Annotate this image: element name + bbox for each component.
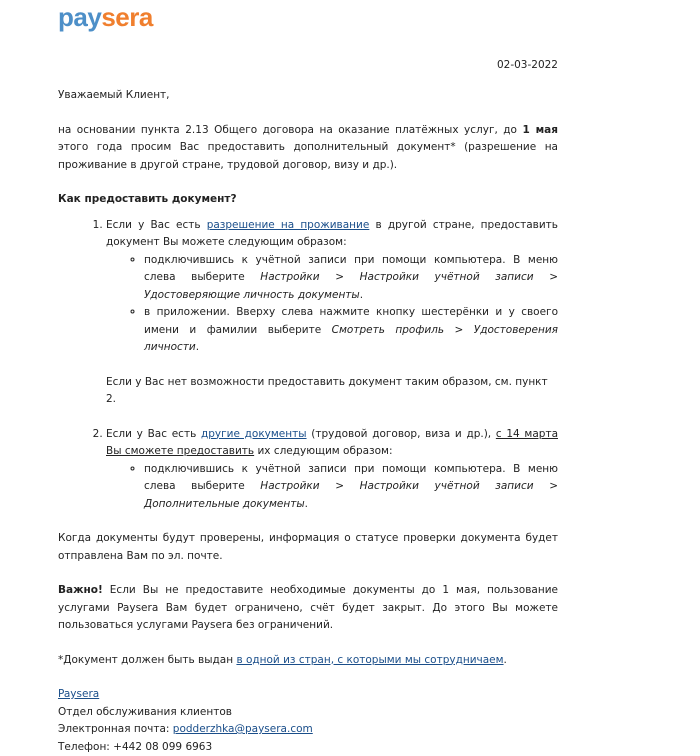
signature-company bbox=[58, 686, 558, 704]
instructions-list bbox=[58, 217, 558, 357]
greeting: Уважаемый Клиент, bbox=[58, 87, 558, 105]
list-item-2: 2. Если у Вас есть другие документы (трудовой договор, виза и др.), с 14 марта Вы сможете предоставить их следующим образом: ◦ подключившись к учётной записи при помощи компьютера. В меню слева выберите Настройки > Настройки учётной записи > Дополнительные документы. bbox=[106, 426, 558, 514]
item1-note: Если у Вас нет возможности предоставить документ таким образом, см. пункт 2. bbox=[106, 374, 558, 409]
list-item-1: 1. Если у Вас есть разрешение на проживание в другой стране, предоставить документ Вы можете следующим образом: ◦ подключившись к учётной записи при помощи компьютера. В меню слева выберите Настройки > Настройки учётной записи > Удостоверяющие личность документы. ◦ в приложении. Вверху слева нажмите кнопку шестерёнки и у своего имени и фамилии выберите Смотреть профиль > Удостоверения личности. bbox=[106, 217, 558, 357]
instructions-list-2 bbox=[58, 426, 558, 514]
other-documents-link[interactable]: другие документы bbox=[201, 428, 307, 440]
paysera-logo: paysera bbox=[58, 2, 153, 32]
letter-date: 02-03-2022 bbox=[497, 57, 558, 75]
signature-phone: Телефон: +442 08 099 6963 bbox=[58, 739, 558, 756]
important-paragraph: Важно! Если Вы не предоставите необходимые документы до 1 мая, пользование услугами Paysera Вам будет ограничено, счёт будет закрыт. До этого Вы можете пользоваться услугами Paysera без ограничений. bbox=[58, 582, 558, 635]
letter-body bbox=[58, 87, 558, 756]
how-title: Как предоставить документ? bbox=[58, 191, 558, 209]
footnote: *Документ должен быть выдан в одной из стран, с которыми мы сотрудничаем. bbox=[58, 652, 558, 670]
sublist-1 bbox=[106, 252, 558, 357]
intro-paragraph: на основании пункта 2.13 Общего договора на оказание платёжных услуг, до 1 мая этого года просим Вас предоставить дополнительный документ* (разрешение на проживание в другой стране, трудовой договор, визу и др.). bbox=[58, 122, 558, 175]
list-item: ◦ в приложении. Вверху слева нажмите кнопку шестерёнки и у своего имени и фамилии выберите Смотреть профиль > Удостоверения личности. bbox=[144, 304, 558, 357]
list-item: ◦ подключившись к учётной записи при помощи компьютера. В меню слева выберите Настройки > Настройки учётной записи > Удостоверяющие личность документы. bbox=[144, 252, 558, 305]
paysera-link[interactable]: Paysera bbox=[58, 688, 99, 700]
signature-email: Электронная почта: podderzhka@paysera.com bbox=[58, 721, 558, 739]
partner-countries-link[interactable]: в одной из стран, с которыми мы сотрудничаем bbox=[236, 654, 503, 666]
sublist-2 bbox=[106, 461, 558, 514]
residence-permit-link[interactable]: разрешение на проживание bbox=[207, 219, 370, 231]
list-item: ◦ подключившись к учётной записи при помощи компьютера. В меню слева выберите Настройки > Настройки учётной записи > Дополнительные документы. bbox=[144, 461, 558, 514]
email-link[interactable]: podderzhka@paysera.com bbox=[173, 723, 313, 735]
checked-paragraph: Когда документы будут проверены, информация о статусе проверки документа будет отправлена Вам по эл. почте. bbox=[58, 530, 558, 565]
signature-dept: Отдел обслуживания клиентов bbox=[58, 704, 558, 722]
